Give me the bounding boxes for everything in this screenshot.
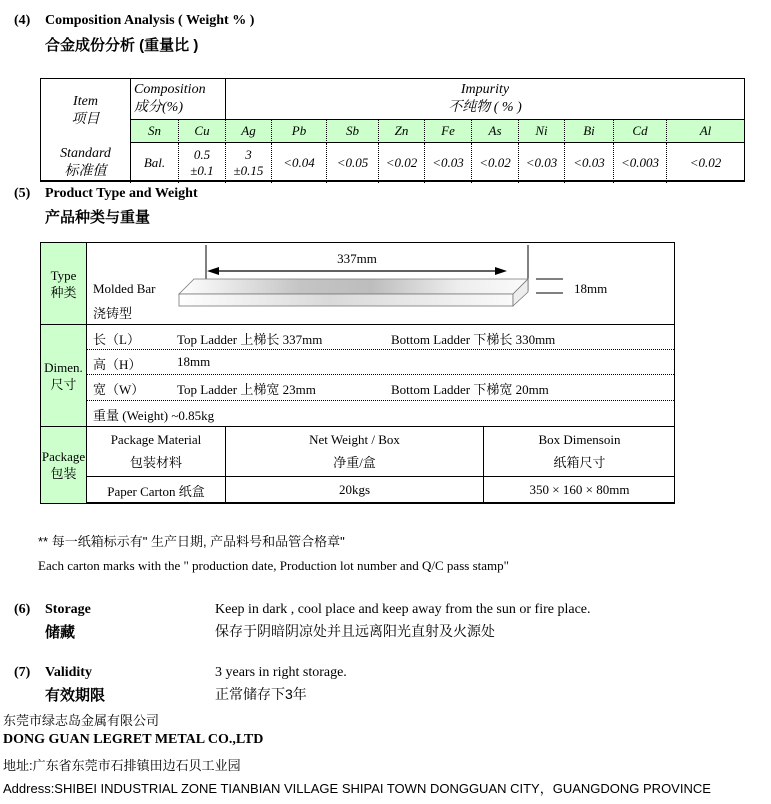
type-row xyxy=(41,243,674,325)
value-sb: <0.05 xyxy=(326,143,378,183)
impurity-header-cell xyxy=(225,79,744,119)
dimension-rows xyxy=(41,325,674,427)
dimension-row-label xyxy=(41,325,87,426)
section6-number: (6) xyxy=(14,602,31,617)
section5-title-en: Product Type and Weight xyxy=(45,186,198,201)
value-cu: 0.5 ±0.1 xyxy=(178,143,225,183)
length-dimension-label: 337mm xyxy=(337,251,377,266)
item-header-cell xyxy=(41,79,131,143)
storage-text-en: Keep in dark , cool place and keep away from the sun or fire place. xyxy=(215,602,591,617)
value-cd: <0.003 xyxy=(613,143,666,183)
dimen-label-en: Dimen. xyxy=(44,359,83,375)
package-rows xyxy=(41,427,674,503)
dimen-row-weight xyxy=(87,401,674,425)
footer-address-zh: 地址:广东省东莞市石排镇田边石贝工业园 xyxy=(3,758,241,773)
arrowhead-left xyxy=(207,267,219,275)
dimen-length-name: 长（L） xyxy=(93,332,140,347)
dimen-weight-name: 重量 (Weight) ~0.85kg xyxy=(93,408,215,423)
type-label-en: Type xyxy=(50,267,77,283)
dimen-length-top: Top Ladder 上梯长 337mm xyxy=(177,332,323,347)
package-netweight-zh: 净重/盒 xyxy=(333,455,376,471)
element-header-as: As xyxy=(471,119,518,143)
standard-row-label xyxy=(41,143,131,183)
value-zn: <0.02 xyxy=(378,143,424,183)
dimen-width-name: 宽（W） xyxy=(93,382,145,397)
element-header-ni: Ni xyxy=(518,119,564,143)
package-value-netweight: 20kgs xyxy=(225,477,483,503)
package-value-boxdim: 350 × 160 × 80mm xyxy=(483,477,675,503)
section5-number: (5) xyxy=(14,186,31,201)
package-value-material: Paper Carton 纸盒 xyxy=(107,483,205,499)
element-header-pb: Pb xyxy=(271,119,326,143)
arrowhead-right xyxy=(495,267,507,275)
package-label-zh: 包装 xyxy=(50,466,77,481)
package-row-label xyxy=(41,427,87,503)
carton-note-zh: ** 每一纸箱标示有" 生产日期, 产品料号和品管合格章" xyxy=(38,534,345,549)
element-header-sb: Sb xyxy=(326,119,378,143)
bar-top-face xyxy=(179,279,528,294)
element-header-bi: Bi xyxy=(564,119,613,143)
carton-note-en: Each carton marks with the " production date, Production lot number and Q/C pass stamp" xyxy=(38,558,509,573)
package-grid xyxy=(87,427,675,503)
storage-label-zh: 储藏 xyxy=(45,624,76,641)
section4-title-en: Composition Analysis ( Weight % ) xyxy=(45,13,255,28)
element-header-zn: Zn xyxy=(378,119,424,143)
value-sn: Bal. xyxy=(143,155,166,170)
composition-header-zh: 成分(%) xyxy=(134,100,183,115)
composition-header-en: Composition xyxy=(134,82,206,97)
dimen-height-value: 18mm xyxy=(177,354,211,369)
package-material-en: Package Material xyxy=(110,431,202,447)
dimen-length-bottom: Bottom Ladder 下梯长 330mm xyxy=(391,332,556,347)
package-boxdim-zh: 纸箱尺寸 xyxy=(553,455,606,471)
type-row-label xyxy=(41,243,87,324)
package-label-en: Package xyxy=(41,449,86,464)
dimen-row-width xyxy=(87,375,674,401)
type-value-en: Molded Bar xyxy=(93,281,156,296)
bar-front-face xyxy=(179,294,513,306)
value-al: <0.02 xyxy=(666,143,744,183)
section4-number: (4) xyxy=(14,13,31,28)
element-header-ag: Ag xyxy=(225,119,271,143)
dimen-row-height xyxy=(87,350,674,375)
value-fe: <0.03 xyxy=(424,143,471,183)
value-as: <0.02 xyxy=(471,143,518,183)
package-netweight-en: Net Weight / Box xyxy=(309,431,400,447)
dimen-label-zh: 尺寸 xyxy=(50,376,77,392)
value-ni: <0.03 xyxy=(518,143,564,183)
item-header-en: Item xyxy=(73,94,98,109)
package-boxdim-en: Box Dimensoin xyxy=(538,431,621,447)
storage-label-en: Storage xyxy=(45,602,91,617)
footer-company-en: DONG GUAN LEGRET METAL CO.,LTD xyxy=(3,732,264,747)
footer-address-en: Address:SHIBEI INDUSTRIAL ZONE TIANBIAN VILLAGE SHIPAI TOWN DONGGUAN CITY，GUANGDONG PROVINCE xyxy=(3,781,711,796)
height-dimension-label: 18mm xyxy=(574,281,608,296)
dimen-height-name: 高（H） xyxy=(93,357,142,372)
section5-title-zh: 产品种类与重量 xyxy=(45,209,151,226)
dimen-width-bottom: Bottom Ladder 下梯宽 20mm xyxy=(391,382,549,397)
type-label-zh: 种类 xyxy=(50,284,77,300)
element-header-sn: Sn xyxy=(131,119,178,143)
package-header-boxdim xyxy=(483,427,675,477)
validity-text-zh: 正常储存下3年 xyxy=(215,686,307,702)
footer-company-zh: 东莞市绿志岛金属有限公司 xyxy=(3,713,160,728)
element-header-cd: Cd xyxy=(613,119,666,143)
type-row-content xyxy=(87,243,674,324)
standard-label-zh: 标准值 xyxy=(64,164,107,179)
element-header-cu: Cu xyxy=(178,119,225,143)
validity-label-en: Validity xyxy=(45,665,92,680)
impurity-header-zh: 不纯物 ( % ) xyxy=(448,100,522,115)
value-bi: <0.03 xyxy=(564,143,613,183)
type-value-zh: 浇铸型 xyxy=(93,306,133,321)
element-header-al: Al xyxy=(666,119,744,143)
dimen-row-length xyxy=(87,325,674,350)
validity-label-zh: 有效期限 xyxy=(45,687,106,704)
composition-table xyxy=(40,78,745,182)
molded-bar-diagram xyxy=(87,243,675,324)
impurity-header-en: Impurity xyxy=(460,82,510,97)
package-material-zh: 包装材料 xyxy=(129,455,182,471)
value-ag: 3 ±0.15 xyxy=(225,143,271,183)
storage-text-zh: 保存于阴暗阴凉处并且远离阳光直射及火源处 xyxy=(215,623,495,639)
section7-number: (7) xyxy=(14,665,31,680)
composition-header-cell xyxy=(131,79,225,119)
package-header-material xyxy=(87,427,225,477)
element-header-fe: Fe xyxy=(424,119,471,143)
value-pb: <0.04 xyxy=(271,143,326,183)
item-header-zh: 项目 xyxy=(71,112,100,127)
dimension-content xyxy=(87,325,674,426)
section4-title-zh: 合金成份分析 (重量比 ) xyxy=(45,37,199,54)
validity-text-en: 3 years in right storage. xyxy=(215,665,347,680)
package-header-netweight xyxy=(225,427,483,477)
standard-label-en: Standard xyxy=(60,146,111,161)
product-table xyxy=(40,242,675,504)
dimen-width-top: Top Ladder 上梯宽 23mm xyxy=(177,382,316,397)
